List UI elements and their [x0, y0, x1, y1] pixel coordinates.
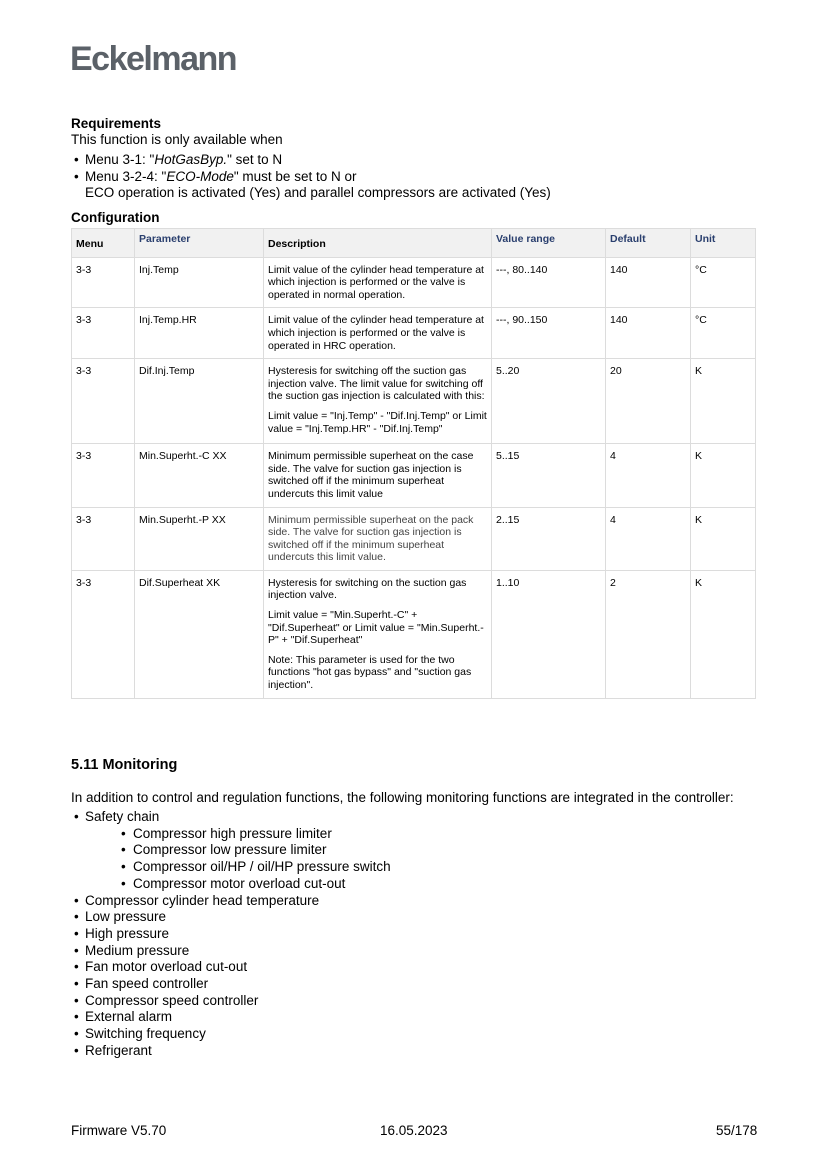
- cell-menu: 3-3: [72, 257, 135, 308]
- cell-unit: K: [691, 359, 756, 444]
- list-item: • High pressure: [71, 926, 391, 943]
- cell-unit: K: [691, 444, 756, 507]
- list-item: • Compressor oil/HP / oil/HP pressure switch: [71, 859, 391, 876]
- cell-description: [264, 570, 492, 698]
- monitoring-list: [71, 809, 391, 1060]
- cell-default: 4: [606, 507, 691, 570]
- footer-firmware: Firmware V5.70: [71, 1123, 167, 1138]
- footer-page-number: 55/178: [716, 1123, 758, 1138]
- cell-menu: 3-3: [72, 359, 135, 444]
- text: Menu 3-2-4: ": [85, 168, 167, 184]
- list-item: [71, 152, 551, 169]
- cell-description: [264, 507, 492, 570]
- cell-default: 140: [606, 257, 691, 308]
- requirements-heading: Requirements: [71, 116, 162, 131]
- description-paragraph: Limit value of the cylinder head temperature at which injection is performed or the valve is operated in normal operation.: [268, 263, 484, 301]
- cell-value-range: ---, 80..140: [492, 257, 606, 308]
- cell-menu: 3-3: [72, 308, 135, 359]
- cell-description: [264, 444, 492, 507]
- requirements-list: [71, 152, 551, 202]
- list-item: • External alarm: [71, 1009, 391, 1026]
- table-row: [72, 308, 756, 359]
- description-paragraph: Minimum permissible superheat on the case side. The valve for suction gas injection is switched off if the minimum superheat undercuts this limit value: [268, 450, 474, 500]
- table-row: [72, 507, 756, 570]
- cell-value-range: 5..20: [492, 359, 606, 444]
- section-heading: 5.11 Monitoring: [71, 757, 178, 773]
- list-item: • Medium pressure: [71, 943, 391, 960]
- cell-parameter: Dif.Superheat XK: [135, 570, 264, 698]
- cell-menu: 3-3: [72, 444, 135, 507]
- list-item: • Compressor motor overload cut-out: [71, 876, 391, 893]
- cell-description: [264, 359, 492, 444]
- list-item: • Compressor high pressure limiter: [71, 826, 391, 843]
- description-paragraph: Hysteresis for switching off the suction gas injection valve. The limit value for switching off the suction gas injection is calculated with this:: [268, 365, 485, 403]
- header-value-range: Value range: [492, 229, 606, 258]
- menu-param: HotGasByp.: [154, 152, 228, 167]
- table-row: [72, 444, 756, 507]
- description-paragraph: Limit value = "Min.Superht.-C" + "Dif.Superheat" or Limit value = "Min.Superht.-P" + "Dif.Superheat": [268, 609, 484, 647]
- list-item: [71, 169, 551, 186]
- header-description: Description: [264, 229, 492, 258]
- requirements-intro: This function is only available when: [71, 132, 283, 147]
- description-paragraph: Limit value = "Inj.Temp" - "Dif.Inj.Temp" or Limit value = "Inj.Temp.HR" - "Dif.Inj.Temp": [268, 409, 487, 435]
- list-item: • Compressor low pressure limiter: [71, 842, 391, 859]
- cell-parameter: Inj.Temp.HR: [135, 308, 264, 359]
- cell-menu: 3-3: [72, 570, 135, 698]
- text: Menu 3-1: ": [85, 152, 155, 167]
- cell-parameter: Min.Superht.-P XX: [135, 507, 264, 570]
- cell-default: 2: [606, 570, 691, 698]
- cell-parameter: Dif.Inj.Temp: [135, 359, 264, 444]
- cell-unit: °C: [691, 308, 756, 359]
- description-paragraph: Limit value of the cylinder head temperature at which injection is performed or the valve is operated in HRC operation.: [268, 314, 484, 352]
- cell-menu: 3-3: [72, 507, 135, 570]
- cell-default: 140: [606, 308, 691, 359]
- description-paragraph: Hysteresis for switching on the suction gas injection valve.: [268, 576, 467, 602]
- list-item: • Compressor speed controller: [71, 993, 391, 1010]
- monitoring-intro: In addition to control and regulation functions, the following monitoring functions are integrated in the controller:: [71, 790, 734, 805]
- list-item: • Fan motor overload cut-out: [71, 959, 391, 976]
- cell-description: [264, 257, 492, 308]
- footer-date: 16.05.2023: [380, 1123, 448, 1138]
- configuration-table: [71, 228, 756, 699]
- text: " set to N: [227, 152, 283, 167]
- list-item: • Safety chain: [71, 809, 391, 826]
- cell-description: [264, 308, 492, 359]
- list-item: • Compressor cylinder head temperature: [71, 893, 391, 910]
- table-row: [72, 570, 756, 698]
- header-default: Default: [606, 229, 691, 258]
- cell-value-range: 2..15: [492, 507, 606, 570]
- cell-unit: K: [691, 507, 756, 570]
- cell-value-range: 5..15: [492, 444, 606, 507]
- list-item: • Fan speed controller: [71, 976, 391, 993]
- list-item: • Refrigerant: [71, 1043, 391, 1060]
- header-menu: Menu: [72, 229, 135, 258]
- list-item: • Switching frequency: [71, 1026, 391, 1043]
- text: " must be set to N or: [233, 168, 357, 184]
- list-item: • Low pressure: [71, 909, 391, 926]
- cell-default: 20: [606, 359, 691, 444]
- description-paragraph: Note: This parameter is used for the two functions "hot gas bypass" and "suction gas injection".: [268, 653, 472, 692]
- table-row: [72, 257, 756, 308]
- table-header: [72, 229, 756, 258]
- configuration-heading: Configuration: [71, 210, 160, 225]
- header-unit: Unit: [691, 229, 756, 258]
- table-row: [72, 359, 756, 444]
- cell-unit: °C: [691, 257, 756, 308]
- cell-unit: K: [691, 570, 756, 698]
- cell-value-range: 1..10: [492, 570, 606, 698]
- menu-param: ECO-Mode: [166, 168, 234, 184]
- description-paragraph: Minimum permissible superheat on the pack side. The valve for suction gas injection is switched off if the minimum superheat undercuts this limit value.: [268, 513, 474, 564]
- header-parameter: Parameter: [135, 229, 264, 258]
- list-item-continuation: ECO operation is activated (Yes) and parallel compressors are activated (Yes): [85, 185, 551, 201]
- eckelmann-logo: Eckelmann: [70, 40, 237, 78]
- cell-parameter: Inj.Temp: [135, 257, 264, 308]
- cell-value-range: ---, 90..150: [492, 308, 606, 359]
- cell-default: 4: [606, 444, 691, 507]
- cell-parameter: Min.Superht.-C XX: [135, 444, 264, 507]
